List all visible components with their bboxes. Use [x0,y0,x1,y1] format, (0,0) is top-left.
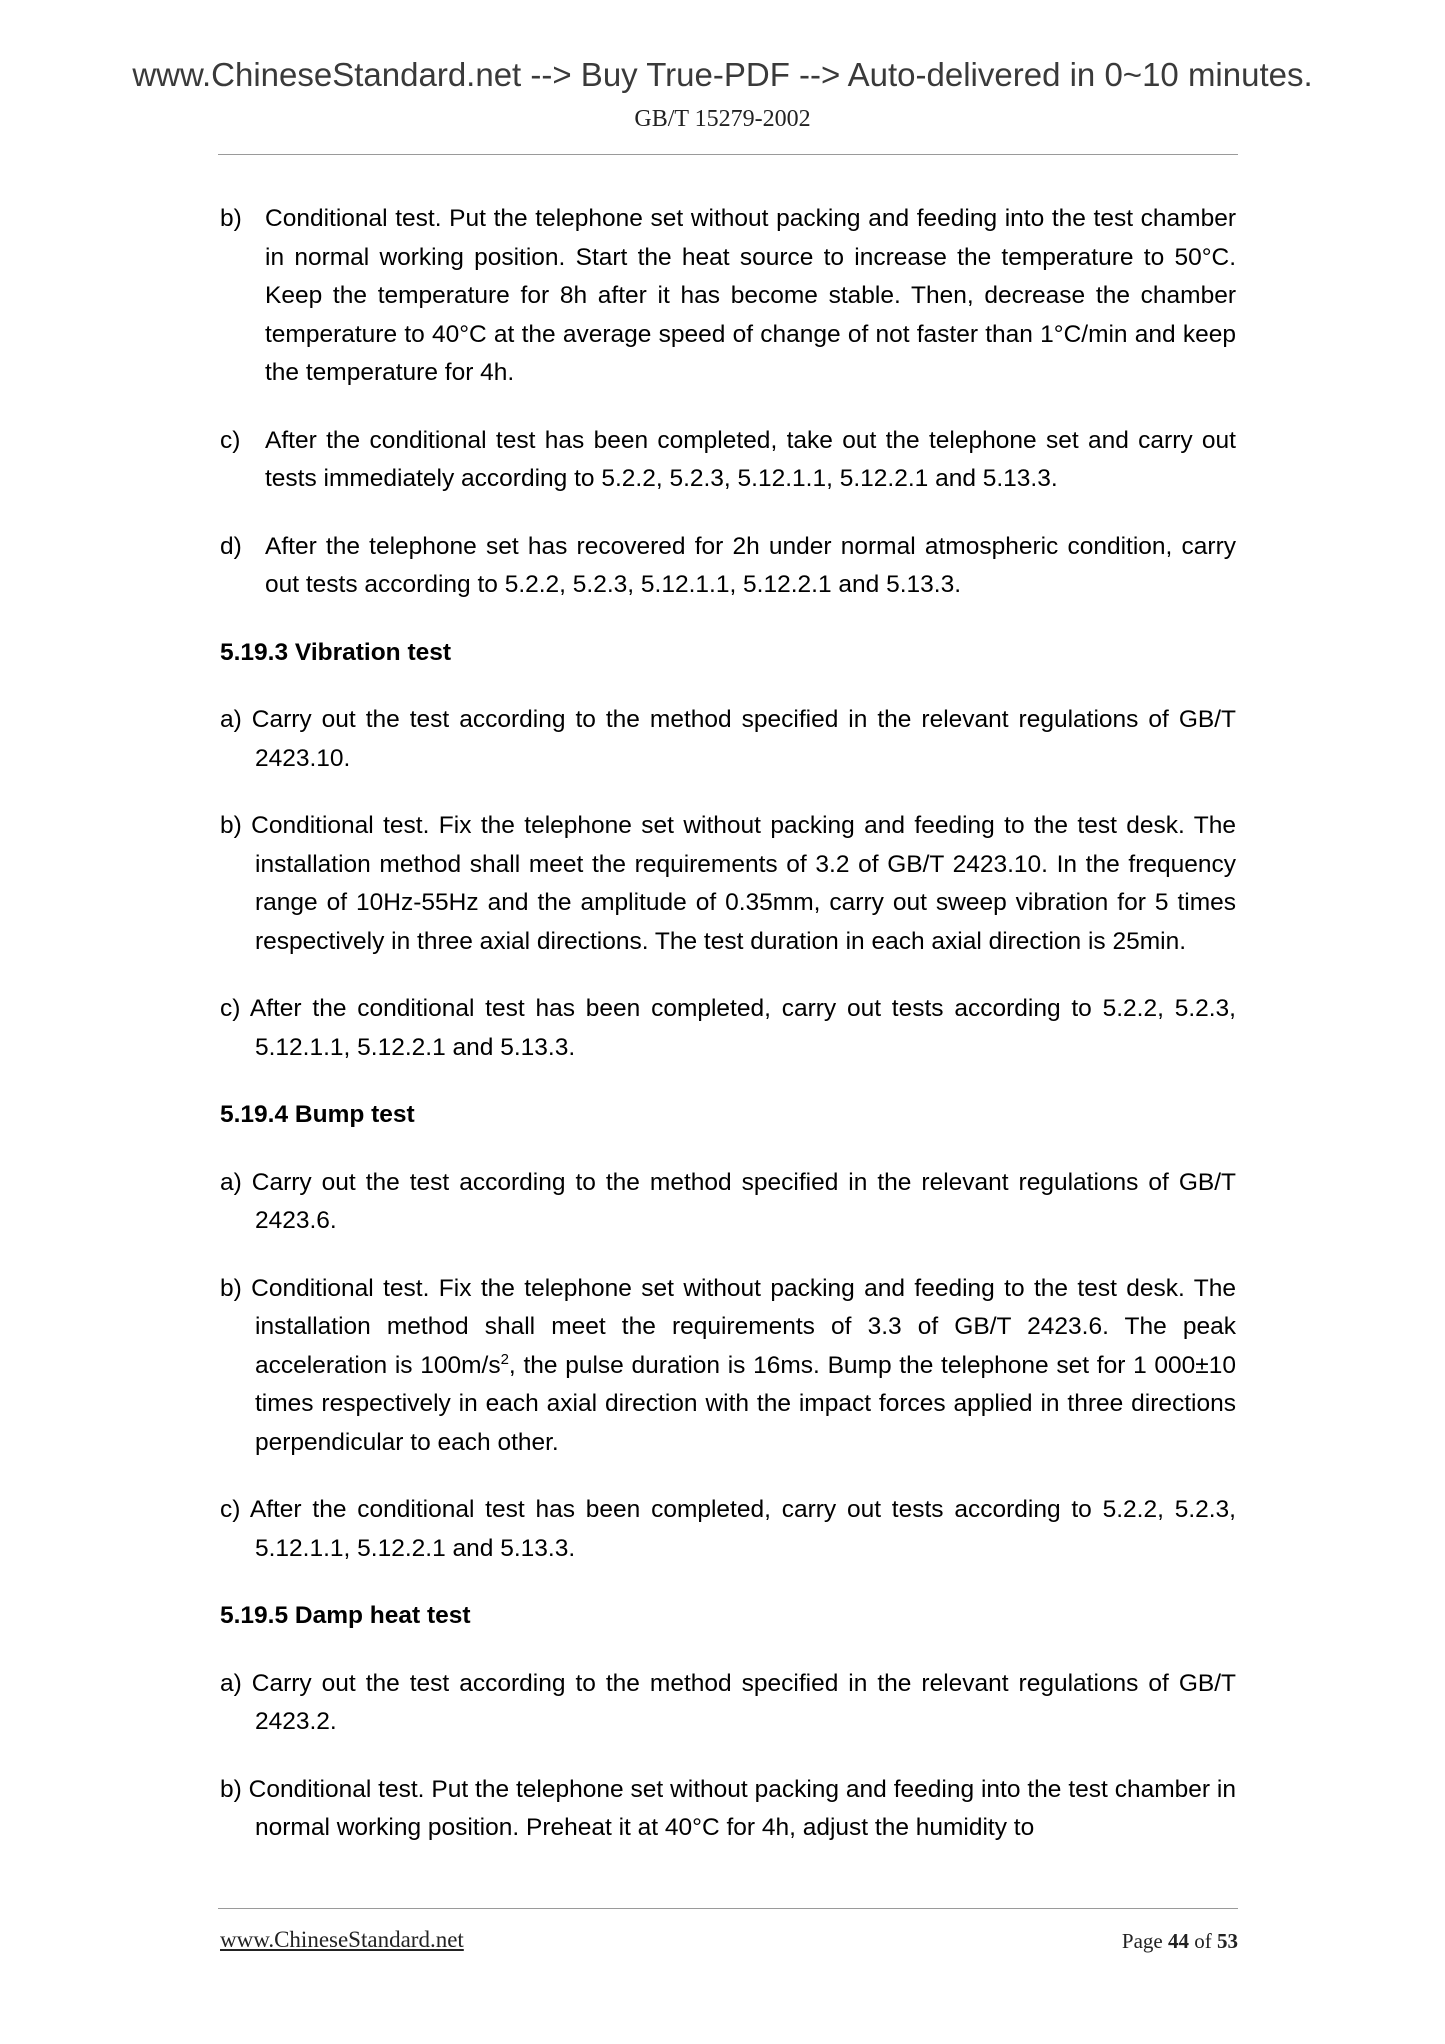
item-text: After the telephone set has recovered for 2h under normal atmospheric condition, carry out tests according to 5.2.2, 5.2.3, 5.12.1.1, 5.12.2.1 and 5.13.3. [265,532,1236,598]
list-item [220,422,1236,499]
section-heading-bump: 5.19.4 Bump test [220,1101,415,1128]
list-item: a) Carry out the test according to the method specified in the relevant regulations of GB/T 2423.10. [220,706,1236,772]
item-label: d) [220,532,242,560]
item-text: b) Conditional test. Fix the telephone set without packing and feeding to the test desk. The installation method shall meet the requirements of 3.3 of GB/T 2423.6. The peak acceleration is 100m/s [220,1274,1236,1379]
total-pages: 53 [1217,1929,1238,1953]
list-item: b) Conditional test. Fix the telephone set without packing and feeding to the test desk. The installation method shall meet the requirements of 3.2 of GB/T 2423.10. In the frequency range of 10Hz-55Hz and the amplitude of 0.35mm, carry out sweep vibration for 5 times respectively in three axial directions. The test duration in each axial direction is 25min. [220,812,1236,955]
footer-divider [218,1908,1238,1909]
list-item: b) Conditional test. Put the telephone set without packing and feeding into the test chamber in normal working position. Preheat it at 40°C for 4h, adjust the humidity to [220,1775,1236,1841]
header-banner[interactable]: www.ChineseStandard.net --> Buy True-PDF --> Auto-delivered in 0~10 minutes. [132,56,1313,93]
item-label: b) [220,205,242,232]
item-text: After the conditional test has been completed, take out the telephone set and carry out tests immediately according to 5.2.2, 5.2.3, 5.12.1.1, 5.12.2.1 and 5.13.3. [265,426,1236,492]
item-text: , the pulse duration is 16ms. Bump the telephone set for 1 000±10 times respectively in each axial direction with the impact forces applied in three directions perpendicular to each other. [255,1351,1237,1456]
of-word: of [1194,1929,1212,1953]
document-code: GB/T 15279-2002 [634,106,811,132]
list-item: c) After the conditional test has been completed, carry out tests according to 5.2.2, 5.2.3, 5.12.1.1, 5.12.2.1 and 5.13.3. [220,1496,1236,1562]
header-divider [218,154,1238,155]
list-item: a) Carry out the test according to the method specified in the relevant regulations of GB/T 2423.2. [220,1669,1236,1735]
superscript: 2 [500,1350,509,1368]
list-item [220,528,1236,605]
footer-site-link[interactable]: www.ChineseStandard.net [220,1927,464,1952]
page-indicator [1122,1929,1238,1954]
page-word: Page [1121,1929,1163,1953]
item-label: c) [220,426,241,454]
page-content [220,200,1236,1877]
section-heading-damp-heat: 5.19.5 Damp heat test [220,1602,471,1629]
current-page-number: 44 [1168,1929,1189,1953]
list-item [220,1270,1236,1463]
list-item [220,200,1236,393]
section-heading-vibration: 5.19.3 Vibration test [220,638,452,666]
list-item: c) After the conditional test has been completed, carry out tests according to 5.2.2, 5.2.3, 5.12.1.1, 5.12.2.1 and 5.13.3. [220,995,1236,1061]
item-text: Conditional test. Put the telephone set without packing and feeding into the test chamber in normal working position. Start the heat source to increase the temperature to 50°C. Keep the temperature for 8h after it has become stable. Then, decrease the chamber temperature to 40°C at the average speed of change of not faster than 1°C/min and keep the temperature for 4h. [265,205,1236,386]
list-item: a) Carry out the test according to the method specified in the relevant regulations of GB/T 2423.6. [220,1168,1236,1234]
